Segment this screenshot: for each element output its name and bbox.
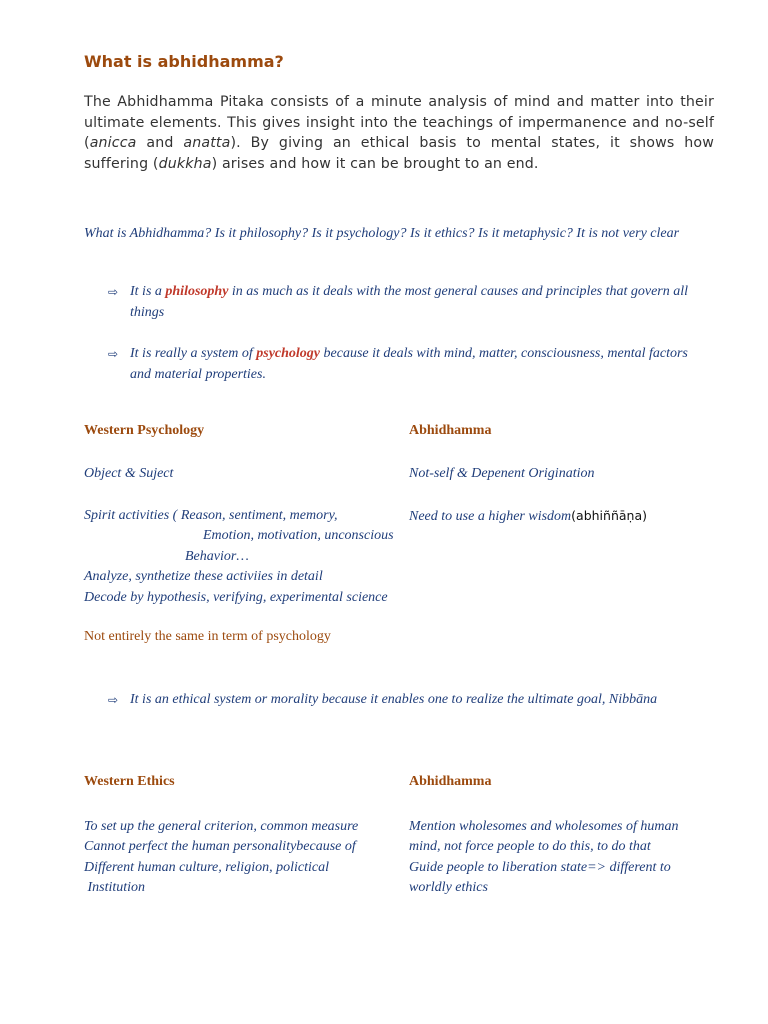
bullet-prefix: It is a — [130, 284, 166, 299]
abhidhamma-heading-ethics: Abhidhamma — [409, 774, 492, 789]
bullet-ethics — [108, 689, 708, 710]
ethics-left-line1: To set up the general criterion, common measure — [84, 819, 359, 834]
western-psychology-heading: Western Psychology — [84, 423, 205, 438]
psych-right-row1: Not-self & Depenent Origination — [409, 466, 595, 481]
bullet-suffix: in as much as it deals with the most general causes and principles that govern all things — [130, 284, 689, 320]
psych-left-line4: Analyze, synthetize these activiies in detail — [84, 569, 323, 584]
intro-text-3: ) arises and how it can be brought to an end. — [211, 155, 539, 172]
abhidhamma-heading-psychology: Abhidhamma — [409, 423, 492, 438]
psych-left-line1: Spirit activities ( Reason, sentiment, memory, — [84, 508, 338, 523]
bullet-suffix: because it deals with mind, matter, consciousness, mental factors and material properties. — [130, 346, 688, 382]
ethics-left-line3: Different human culture, religion, polictical — [84, 860, 329, 875]
term-anatta: anatta — [183, 135, 231, 151]
psychology-note: Not entirely the same in term of psychology — [84, 629, 331, 644]
western-ethics-heading: Western Ethics — [84, 774, 175, 789]
bullet-philosophy — [108, 281, 708, 323]
ethics-right-line4: worldly ethics — [409, 880, 488, 895]
psych-left-row1: Object & Suject — [84, 466, 174, 481]
bullet-psychology — [108, 343, 708, 385]
abhinnana-term: (abhiññāṇa) — [571, 508, 647, 523]
ethics-left-line2: Cannot perfect the human personalitybecause of — [84, 839, 356, 854]
intro-and: and — [136, 135, 184, 151]
psych-right-row2 — [409, 506, 647, 528]
psych-left-line5: Decode by hypothesis, verifying, experimental science — [84, 590, 388, 605]
bullet-text: It is an ethical system or morality because it enables one to realize the ultimate goal, Nibbāna — [130, 692, 658, 707]
bullet-text — [130, 343, 708, 385]
term-dukkha: dukkha — [158, 155, 212, 172]
arrow-icon: ⇨ — [108, 347, 119, 361]
highlight-philosophy: philosophy — [165, 284, 229, 299]
ethics-left-line4: Institution — [84, 880, 146, 895]
intro-text-1: The Abhidhamma Pitaka consists of a minute analysis of mind and matter into their ultimate elements. This gives insight into the teachings of impermanence and no-self ( — [84, 94, 714, 151]
intro-text-2: ). By giving an ethical basis to mental states, it shows how suffering ( — [84, 135, 715, 172]
page-title: What is abhidhamma? — [84, 52, 284, 71]
higher-wisdom-text: Need to use a higher wisdom — [409, 509, 572, 524]
term-anicca: anicca — [89, 135, 137, 151]
ethics-right-line3: Guide people to liberation state=> different to — [409, 860, 671, 875]
arrow-icon: ⇨ — [108, 693, 119, 707]
ethics-right-line1: Mention wholesomes and wholesomes of human — [409, 819, 679, 834]
psych-left-line2: Emotion, motivation, unconscious — [203, 528, 394, 543]
bullet-text — [130, 281, 708, 323]
highlight-psychology: psychology — [256, 346, 321, 361]
arrow-icon: ⇨ — [108, 285, 119, 299]
psych-left-line3: Behavior… — [185, 549, 249, 564]
bullet-prefix: It is really a system of — [130, 346, 257, 361]
ethics-right-line2: mind, not force people to do this, to do that — [409, 839, 651, 854]
intro-paragraph — [84, 92, 714, 174]
question-text: What is Abhidhamma? Is it philosophy? Is it psychology? Is it ethics? Is it metaphysic? It is not very clear — [84, 226, 680, 241]
